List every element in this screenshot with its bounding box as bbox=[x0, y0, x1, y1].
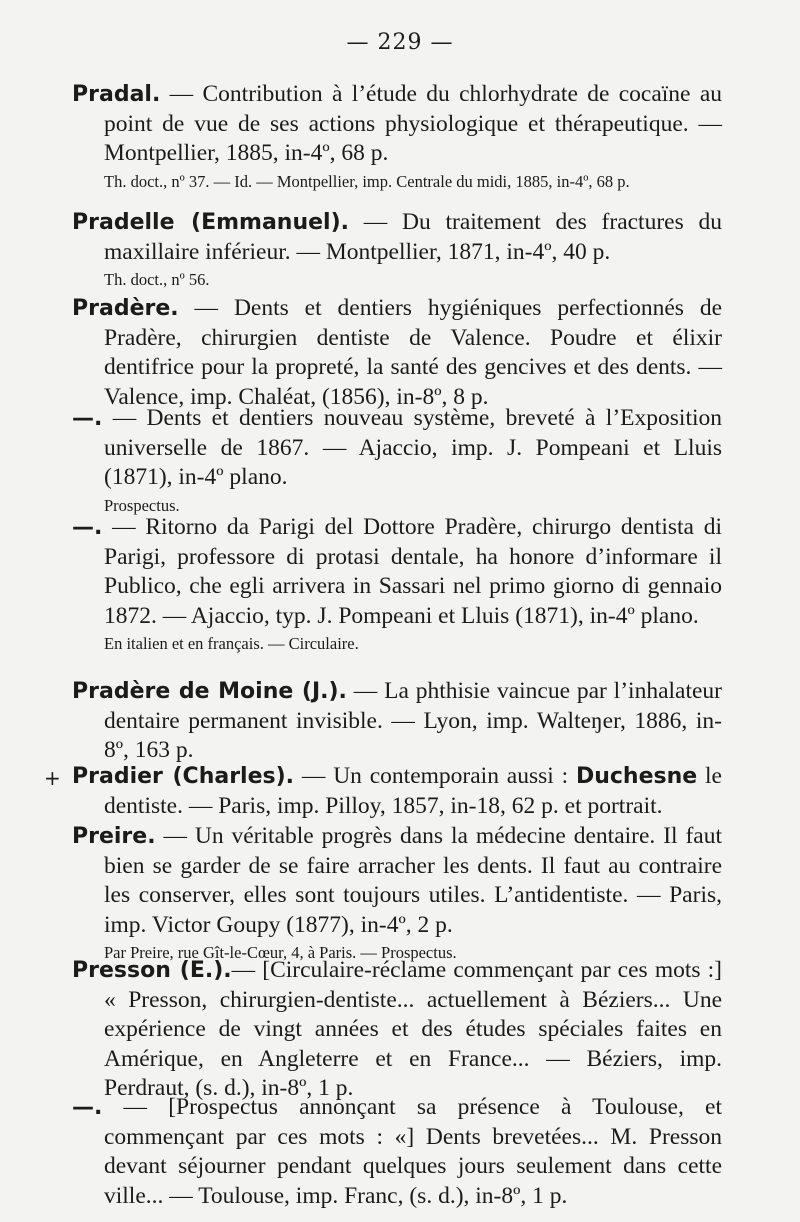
entry-pradere bbox=[72, 294, 722, 412]
entry-text: — Un contemporain aussi : bbox=[294, 763, 576, 789]
entry-pradere-de-moine bbox=[72, 677, 722, 766]
entry-head: —. bbox=[72, 515, 103, 540]
entry-text: — La phthisie vaincue par l’inhalateur dentaire permanent invisible. — Lyon, imp. Walteŋer, 1886, in-8º, 163 p. bbox=[104, 678, 722, 763]
entry-text-continued: le dentiste. — Paris, imp. Pilloy, 1857, in-18, 62 p. et portrait. bbox=[104, 763, 722, 819]
entry-text: — Un véritable progrès dans la médecine dentaire. Il faut bien se garder de se faire arracher les dents. Il faut au contraire les conserver, elles sont toujours utiles. L’antidentiste. — Paris, imp. Victor Goupy (1877), in-4º, 2 p. bbox=[104, 823, 722, 938]
entry-text: — Du traitement des fractures du maxillaire inférieur. — Montpellier, 1871, in-4º, 40 p. bbox=[104, 209, 722, 265]
entry-pradere-3 bbox=[72, 513, 722, 655]
entry-head: Preire. bbox=[72, 824, 156, 849]
entry-text: — Dents et dentiers nouveau système, breveté à l’Exposition universelle de 1867. — Ajaccio, imp. J. Pompeani et Lluis (1871), in-4º plano. bbox=[102, 405, 722, 490]
entry-text: — [Circulaire-réclame commençant par ces mots :] « Presson, chirurgien-dentiste... actuellement à Béziers... Une expérience de vingt années et des études spéciales faites en Amérique, en Angleterre et en France... — Béziers, imp. Perdraut, (s. d.), in-8º, 1 p. bbox=[104, 957, 723, 1101]
entry-head: Pradal. bbox=[72, 82, 161, 107]
entry-head: Pradère. bbox=[72, 296, 179, 321]
entry-presson bbox=[72, 956, 722, 1104]
entry-pradelle bbox=[72, 208, 722, 291]
entry-preire bbox=[72, 822, 722, 964]
margin-marker: + bbox=[44, 766, 61, 790]
entry-presson-2 bbox=[72, 1093, 722, 1211]
entry-pradal bbox=[72, 80, 722, 193]
page-number: — 229 — bbox=[346, 30, 454, 55]
entry-bold-name: Duchesne bbox=[575, 764, 698, 789]
entry-note: Th. doct., nº 37. — Id. — Montpellier, imp. Centrale du midi, 1885, in-4º, 68 p. bbox=[104, 171, 630, 191]
entry-note: En italien et en français. — Circulaire. bbox=[104, 634, 359, 653]
entry-note: Par Preire, rue Gît-le-Cœur, 4, à Paris. — Prospectus. bbox=[104, 943, 457, 962]
entry-head: Pradier (Charles). bbox=[72, 764, 295, 789]
entry-pradere-2 bbox=[72, 404, 722, 517]
entry-pradier bbox=[72, 762, 722, 821]
entry-head: —. bbox=[72, 1095, 103, 1120]
entry-text: — [Prospectus annonçant sa présence à Toulouse, et commençant par ces mots : «] Dents brevetées... M. Presson devant séjourner pendant quelques jours seulement dans cette ville... — Toulouse, imp. Franc, (s. d.), in-8º, 1 p. bbox=[102, 1094, 722, 1209]
entry-note: Th. doct., nº 56. bbox=[104, 270, 210, 289]
entry-head: Pradelle (Emmanuel). bbox=[72, 210, 349, 235]
entry-head: Presson (E.). bbox=[72, 958, 232, 983]
entry-text: — Contribution à l’étude du chlorhydrate de cocaïne au point de vue de ses actions physiologique et thérapeutique. — Montpellier, 1885, in-4º, 68 p. bbox=[104, 81, 722, 166]
entry-text: — Dents et dentiers hygiéniques perfectionnés de Pradère, chirurgien dentiste de Valence. Poudre et élixir dentifrice pour la propreté, la santé des gencives et des dents. — Valence, imp. Chaléat, (1856), in-8º, 8 p. bbox=[104, 295, 722, 410]
entry-head: Pradère de Moine (J.). bbox=[72, 679, 347, 704]
entry-text: — Ritorno da Parigi del Dottore Pradère, chirurgo dentista di Parigi, professore di protasi dentale, ha honore d’informare il Publico, che egli arrivera in Sassari nel primo giorno di gennaio 1872. — Ajaccio, typ. J. Pompeani et Lluis (1871), in-4º plano. bbox=[102, 514, 722, 629]
entry-note: Prospectus. bbox=[104, 495, 180, 515]
entry-head: —. bbox=[72, 406, 103, 431]
